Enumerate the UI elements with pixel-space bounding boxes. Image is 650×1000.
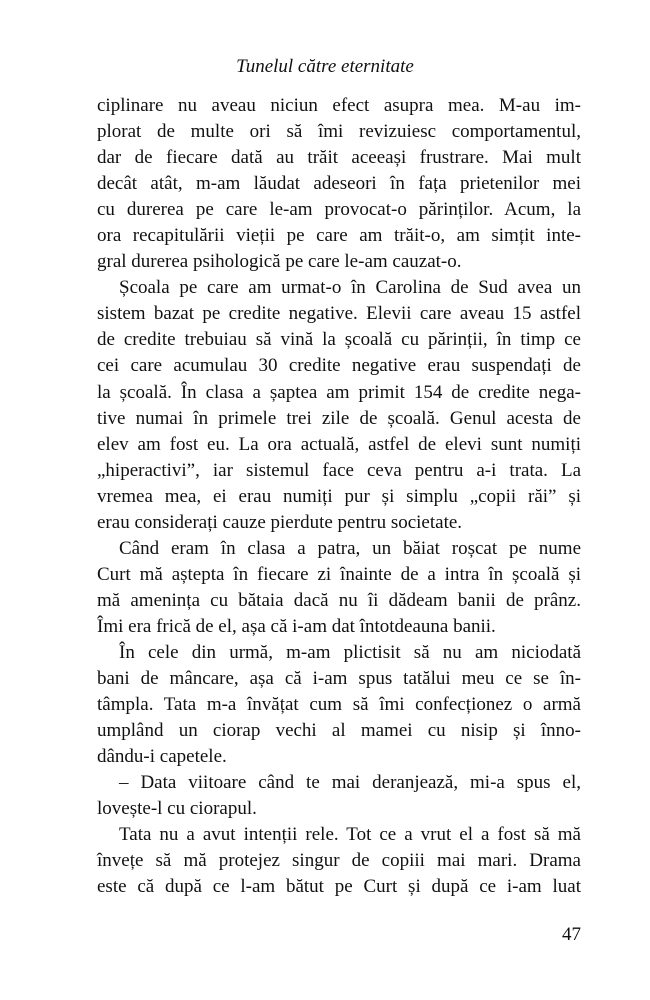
text-line: vremea mea, ei erau numiți pur și simplu „copii răi” și	[97, 485, 581, 507]
text-line: de credite trebuiau să vină la școală cu părinții, în timp ce	[97, 329, 581, 351]
text-line: mă amenința cu bătaia dacă nu îi dădeam banii de prânz.	[97, 589, 581, 611]
text-line: ora recapitulării vieții pe care am trăit-o, am simțit inte-	[97, 225, 581, 247]
text-line: cei care acumulau 30 credite negative erau suspendați de	[97, 355, 581, 377]
text-line: elev am fost eu. La ora actuală, astfel de elevi sunt numiți	[97, 433, 581, 455]
running-head: Tunelul către eternitate	[236, 56, 414, 77]
text-line: plorat de multe ori să îmi revizuiesc comportamentul,	[97, 121, 581, 143]
text-line: Îmi era frică de el, așa că i-am dat întotdeauna banii.	[97, 615, 496, 637]
text-line: la școală. În clasa a șaptea am primit 154 de credite nega-	[97, 381, 581, 403]
text-line: – Data viitoare când te mai deranjează, mi-a spus el,	[119, 772, 581, 794]
text-line: dar de fiecare dată au trăit aceeași frustrare. Mai mult	[97, 147, 581, 169]
text-line: umplând un ciorap vechi al mamei cu nisip și înno-	[97, 720, 581, 742]
text-line: ciplinare nu aveau niciun efect asupra mea. M-au im-	[97, 95, 581, 116]
text-line: Tata nu a avut intenții rele. Tot ce a vrut el a fost să mă	[119, 824, 581, 846]
text-line: Școala pe care am urmat-o în Carolina de Sud avea un	[119, 277, 581, 299]
page-number: 47	[562, 924, 581, 945]
text-line: tâmpla. Tata m-a învățat cum să îmi confecționez o armă	[97, 694, 581, 716]
body-text	[97, 93, 581, 900]
text-line: Când eram în clasa a patra, un băiat roșcat pe nume	[119, 537, 581, 559]
text-line: cu durerea pe care le-am provocat-o părinților. Acum, la	[97, 199, 581, 221]
text-line: tive numai în primele trei zile de școală. Genul acesta de	[97, 407, 581, 429]
text-line: dându-i capetele.	[97, 746, 227, 768]
text-line: „hiperactivi”, iar sistemul face ceva pentru a-i trata. La	[97, 459, 581, 481]
text-line: decât atât, m-am lăudat adeseori în fața prietenilor mei	[97, 173, 581, 195]
text-line: gral durerea psihologică pe care le-am cauzat-o.	[97, 251, 462, 273]
text-line: învețe să mă protejez singur de copiii mai mari. Drama	[97, 850, 581, 872]
text-line: erau considerați cauze pierdute pentru societate.	[97, 511, 463, 533]
text-line: sistem bazat pe credite negative. Elevii care aveau 15 astfel	[97, 303, 581, 325]
text-line: În cele din urmă, m-am plictisit să nu am niciodată	[119, 641, 581, 663]
text-line: bani de mâncare, așa că i-am spus tatălui meu ce se în-	[97, 668, 581, 690]
text-line: Curt mă aștepta în fiecare zi înainte de a intra în școală și	[97, 563, 581, 585]
text-line: lovește-l cu ciorapul.	[97, 798, 257, 820]
text-line: este că după ce l-am bătut pe Curt și după ce i-am luat	[97, 876, 581, 898]
